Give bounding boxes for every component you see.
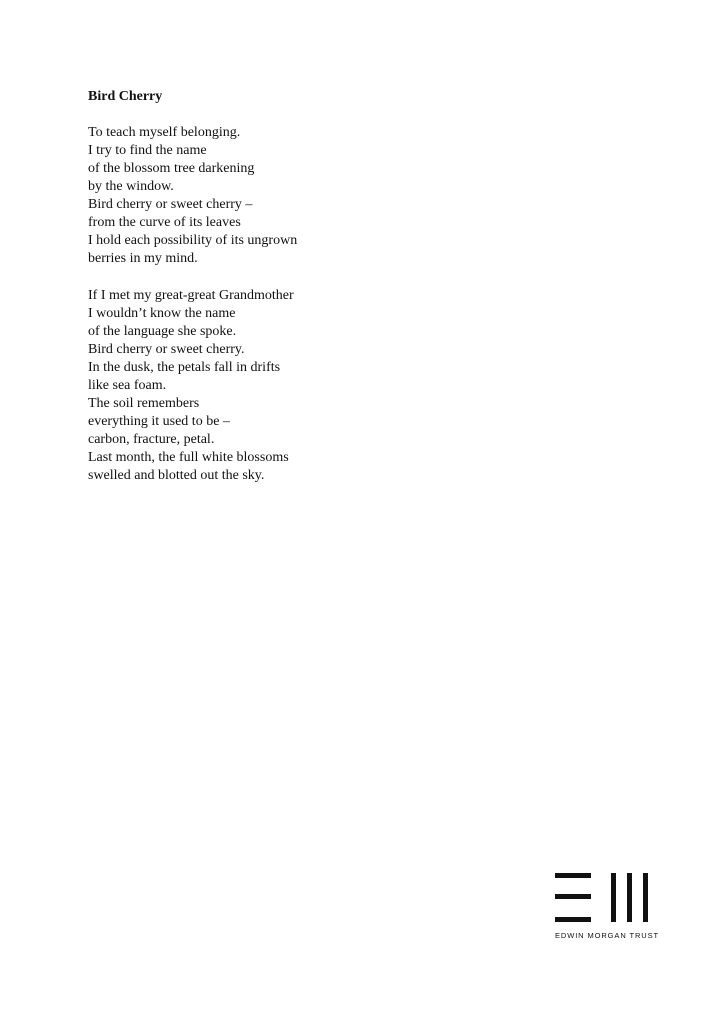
- poem-line: like sea foam.: [88, 378, 167, 393]
- edwin-morgan-trust-logo: [555, 872, 659, 944]
- poem-line: I wouldn’t know the name: [88, 306, 236, 321]
- poem-line: The soil remembers: [88, 396, 200, 411]
- poem-line: In the dusk, the petals fall in drifts: [88, 360, 281, 375]
- poem-line: by the window.: [88, 179, 174, 194]
- poem-line: Bird cherry or sweet cherry.: [88, 342, 245, 357]
- poem-line: everything it used to be –: [88, 414, 230, 429]
- poem-line: Bird cherry or sweet cherry –: [88, 197, 253, 212]
- poem-line: carbon, fracture, petal.: [88, 432, 215, 447]
- logo-text: EDWIN MORGAN TRUST: [555, 931, 659, 940]
- poem-line: of the language she spoke.: [88, 324, 237, 339]
- poem-line: berries in my mind.: [88, 251, 198, 266]
- stanza-2: [88, 287, 294, 485]
- poem-line: I hold each possibility of its ungrown: [88, 233, 298, 248]
- poem-line: Last month, the full white blossoms: [88, 450, 289, 465]
- edwin-morgan-trust-logo-icon: [555, 872, 650, 924]
- poem-line: from the curve of its leaves: [88, 215, 241, 230]
- poem-line: of the blossom tree darkening: [88, 161, 255, 176]
- poem-title: Bird Cherry: [88, 89, 163, 104]
- poem-line: To teach myself belonging.: [88, 125, 241, 140]
- poem-line: I try to find the name: [88, 143, 207, 158]
- poem-line: swelled and blotted out the sky.: [88, 468, 265, 483]
- stanza-1: [88, 124, 297, 268]
- poem-line: If I met my great-great Grandmother: [88, 288, 294, 303]
